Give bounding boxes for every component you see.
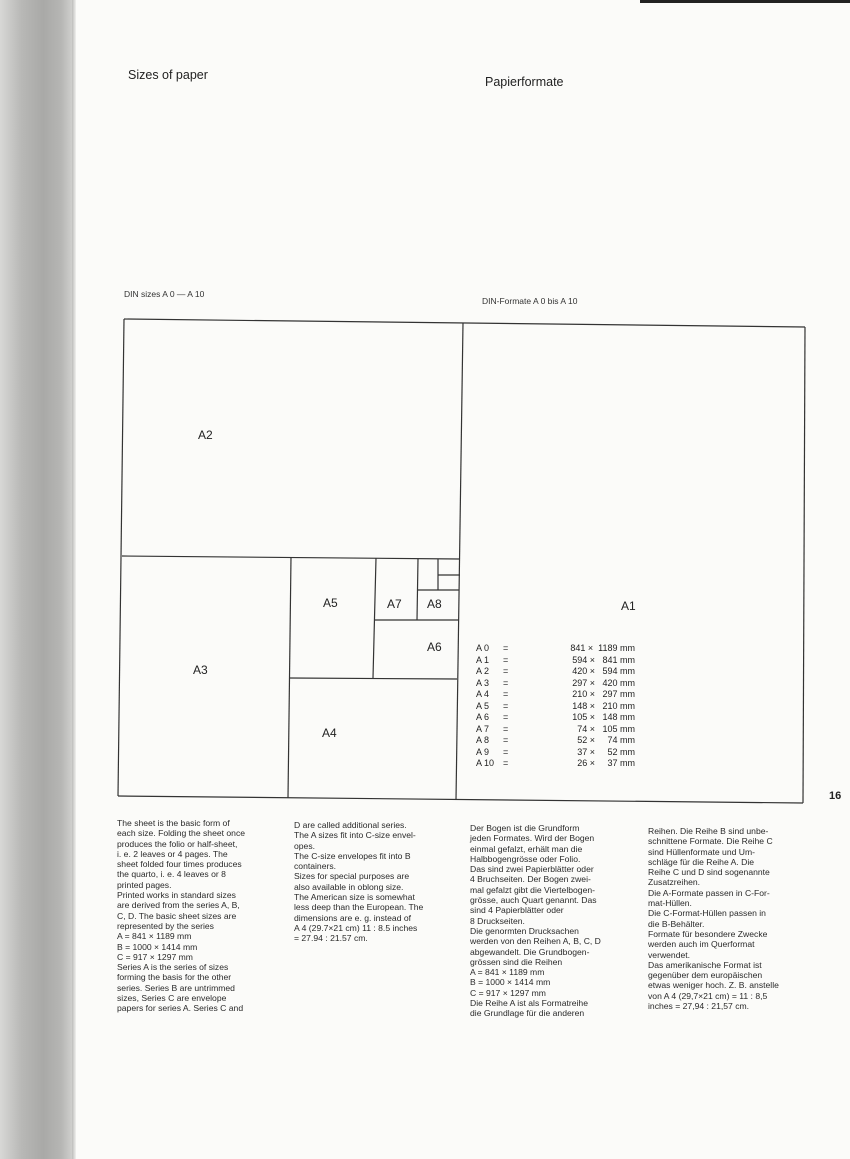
text-line: A = 841 × 1189 mm <box>117 931 192 942</box>
text-line: The American size is somewhat <box>294 892 415 903</box>
size-dimensions: 841 × 1189 mm <box>570 643 635 653</box>
size-dimensions: 26 × 37 mm <box>577 758 635 768</box>
label-a2: A2 <box>198 428 213 442</box>
text-line: Das sind zwei Papierblätter oder <box>470 864 594 875</box>
text-column-english-1 <box>117 818 245 1014</box>
page-number: 16 <box>829 790 842 802</box>
text-line: C = 917 × 1297 mm <box>117 951 193 962</box>
size-row <box>476 758 635 770</box>
size-row <box>476 724 635 736</box>
text-line: Halbbogengrösse oder Folio. <box>470 853 581 864</box>
text-line: grössen sind die Reihen <box>470 956 563 967</box>
text-line: Formate für besondere Zwecke <box>648 928 768 939</box>
text-line: The A sizes fit into C-size envel- <box>294 830 416 841</box>
label-a4: A4 <box>322 726 337 740</box>
text-line: verwendet. <box>648 949 691 960</box>
text-line: werden auch im Querformat <box>648 939 755 950</box>
text-line: inches = 27,94 : 21,57 cm. <box>648 1001 750 1012</box>
text-line: containers. <box>294 861 337 872</box>
text-line: Das amerikanische Format ist <box>648 959 762 970</box>
size-row <box>476 689 635 701</box>
size-equals: = <box>503 677 509 688</box>
size-name: A 2 <box>476 666 490 676</box>
size-dimensions: 420 × 594 mm <box>572 666 635 676</box>
text-line: mal gefalzt gibt die Viertelbogen- <box>470 884 596 895</box>
divider-a1 <box>456 323 463 800</box>
text-line: The sheet is the basic form of <box>117 818 230 828</box>
size-equals: = <box>503 654 509 665</box>
text-line: papers for series A. Series C and <box>117 1003 244 1014</box>
size-equals: = <box>503 666 509 676</box>
subtitle-german: DIN-Formate A 0 bis A 10 <box>482 296 578 306</box>
size-row <box>476 712 635 724</box>
text-line: gegenüber dem europäischen <box>648 970 763 981</box>
text-column-german-1 <box>470 823 601 1019</box>
text-line: series. Series B are untrimmed <box>117 982 235 993</box>
text-line: 4 Bruchseiten. Der Bogen zwei- <box>470 874 591 885</box>
divider-a7 <box>417 559 418 620</box>
text-line: Series A is the series of sizes <box>117 962 229 973</box>
text-line: B = 1000 × 1414 mm <box>117 941 198 952</box>
text-line: Der Bogen ist die Grundform <box>470 823 580 833</box>
text-line: = 27.94 : 21.57 cm. <box>294 933 368 944</box>
size-row <box>476 747 635 759</box>
text-line: each size. Folding the sheet once <box>117 828 246 839</box>
text-line: etwas weniger hoch. Z. B. anstelle <box>648 980 779 991</box>
size-name: A 5 <box>476 700 490 711</box>
text-line: sind 4 Papierblätter oder <box>470 905 564 916</box>
text-line: A 4 (29.7×21 cm) 11 : 8.5 inches <box>294 922 418 933</box>
size-name: A 8 <box>476 735 490 745</box>
size-dimensions: 148 × 210 mm <box>572 700 635 711</box>
text-line: A = 841 × 1189 mm <box>470 967 545 978</box>
text-line: schläge für die Reihe A. Die <box>648 856 755 867</box>
text-column-english-2 <box>294 820 423 944</box>
size-row <box>476 666 635 678</box>
size-equals: = <box>503 700 509 711</box>
title-german: Papierformate <box>485 75 564 89</box>
text-line: 8 Druckseiten. <box>470 915 525 926</box>
divider-a5 <box>373 558 376 678</box>
text-line: Die C-Format-Hüllen passen in <box>648 908 766 919</box>
text-line: Die Reihe A ist als Formatreihe <box>470 998 588 1009</box>
text-line: Die A-Formate passen in C-For- <box>648 887 770 898</box>
size-name: A 4 <box>476 689 490 699</box>
size-dimensions: 74 × 105 mm <box>577 723 635 734</box>
text-line: Reihen. Die Reihe B sind unbe- <box>648 826 769 836</box>
text-line: mat-Hüllen. <box>648 898 692 909</box>
text-line: represented by the series <box>117 920 214 931</box>
size-name: A 3 <box>476 677 490 688</box>
text-line: von A 4 (29,7×21 cm) = 11 : 8,5 <box>648 990 768 1001</box>
text-line: dimensions are e. g. instead of <box>294 912 412 923</box>
text-line: are derived from the series A, B, <box>117 900 240 911</box>
text-line: C, D. The basic sheet sizes are <box>117 910 237 921</box>
label-a5: A5 <box>323 596 338 610</box>
subtitle-english: DIN sizes A 0 — A 10 <box>124 289 205 299</box>
size-equals: = <box>503 758 509 768</box>
size-name: A 0 <box>476 643 490 653</box>
size-row <box>476 655 635 667</box>
size-dimensions: 105 × 148 mm <box>572 712 635 722</box>
text-line: printed pages. <box>117 879 172 890</box>
text-line: Sizes for special purposes are <box>294 871 410 882</box>
size-row <box>476 678 635 690</box>
size-name: A 10 <box>476 758 495 768</box>
label-a8: A8 <box>427 597 442 611</box>
text-column-german-2 <box>648 826 779 1011</box>
text-line: Reihe C und D sind sogenannte <box>648 867 770 878</box>
size-table <box>476 643 635 770</box>
size-name: A 6 <box>476 712 490 722</box>
size-name: A 9 <box>476 746 490 757</box>
text-line: jeden Formates. Wird der Bogen <box>470 833 595 844</box>
text-line: forming the basis for the other <box>117 972 232 983</box>
size-dimensions: 210 × 297 mm <box>572 689 635 699</box>
title-english: Sizes of paper <box>128 68 208 82</box>
text-line: schnittene Formate. Die Reihe C <box>648 836 773 847</box>
text-line: also available in oblong size. <box>294 881 404 892</box>
text-line: The C-size envelopes fit into B <box>294 850 411 861</box>
text-line: the quarto, i. e. 4 leaves or 8 <box>117 869 226 880</box>
size-row <box>476 701 635 713</box>
size-equals: = <box>503 643 509 653</box>
size-equals: = <box>503 712 509 722</box>
size-name: A 1 <box>476 654 490 665</box>
size-dimensions: 52 × 74 mm <box>577 735 635 745</box>
size-equals: = <box>503 746 509 757</box>
size-dimensions: 37 × 52 mm <box>577 746 635 757</box>
size-row <box>476 735 635 747</box>
size-row <box>476 643 635 655</box>
text-line: opes. <box>294 840 316 851</box>
size-name: A 7 <box>476 723 490 734</box>
size-equals: = <box>503 723 509 734</box>
text-line: less deep than the European. The <box>294 902 424 913</box>
size-equals: = <box>503 735 509 745</box>
text-line: die B-Behälter. <box>648 918 705 929</box>
text-line: produces the folio or half-sheet, <box>117 838 238 849</box>
label-a6: A6 <box>427 640 442 654</box>
text-line: abgewandelt. Die Grundbogen- <box>470 946 590 957</box>
text-line: sind Hüllenformate und Um- <box>648 846 755 857</box>
divider-a4 <box>289 678 457 679</box>
text-line: werden von den Reihen A, B, C, D <box>470 936 601 947</box>
text-line: Zusatzreihen. <box>648 877 701 888</box>
text-line: grösse, auch Quart genannt. Das <box>470 895 597 906</box>
text-line: Printed works in standard sizes <box>117 890 236 901</box>
label-a7: A7 <box>387 597 402 611</box>
size-equals: = <box>503 689 509 699</box>
text-line: D are called additional series. <box>294 820 407 830</box>
text-line: sizes, Series C are envelope <box>117 993 227 1004</box>
text-line: i. e. 2 leaves or 4 pages. The <box>117 848 228 859</box>
label-a1: A1 <box>621 599 636 613</box>
text-line: C = 917 × 1297 mm <box>470 987 546 998</box>
label-a3: A3 <box>193 663 208 677</box>
size-dimensions: 297 × 420 mm <box>572 677 635 688</box>
text-line: sheet folded four times produces <box>117 859 242 870</box>
text-line: die Grundlage für die anderen <box>470 1008 585 1019</box>
text-line: Die genormten Drucksachen <box>470 925 579 936</box>
size-dimensions: 594 × 841 mm <box>572 654 635 665</box>
text-line: einmal gefalzt, erhält man die <box>470 843 583 854</box>
text-line: B = 1000 × 1414 mm <box>470 977 551 988</box>
